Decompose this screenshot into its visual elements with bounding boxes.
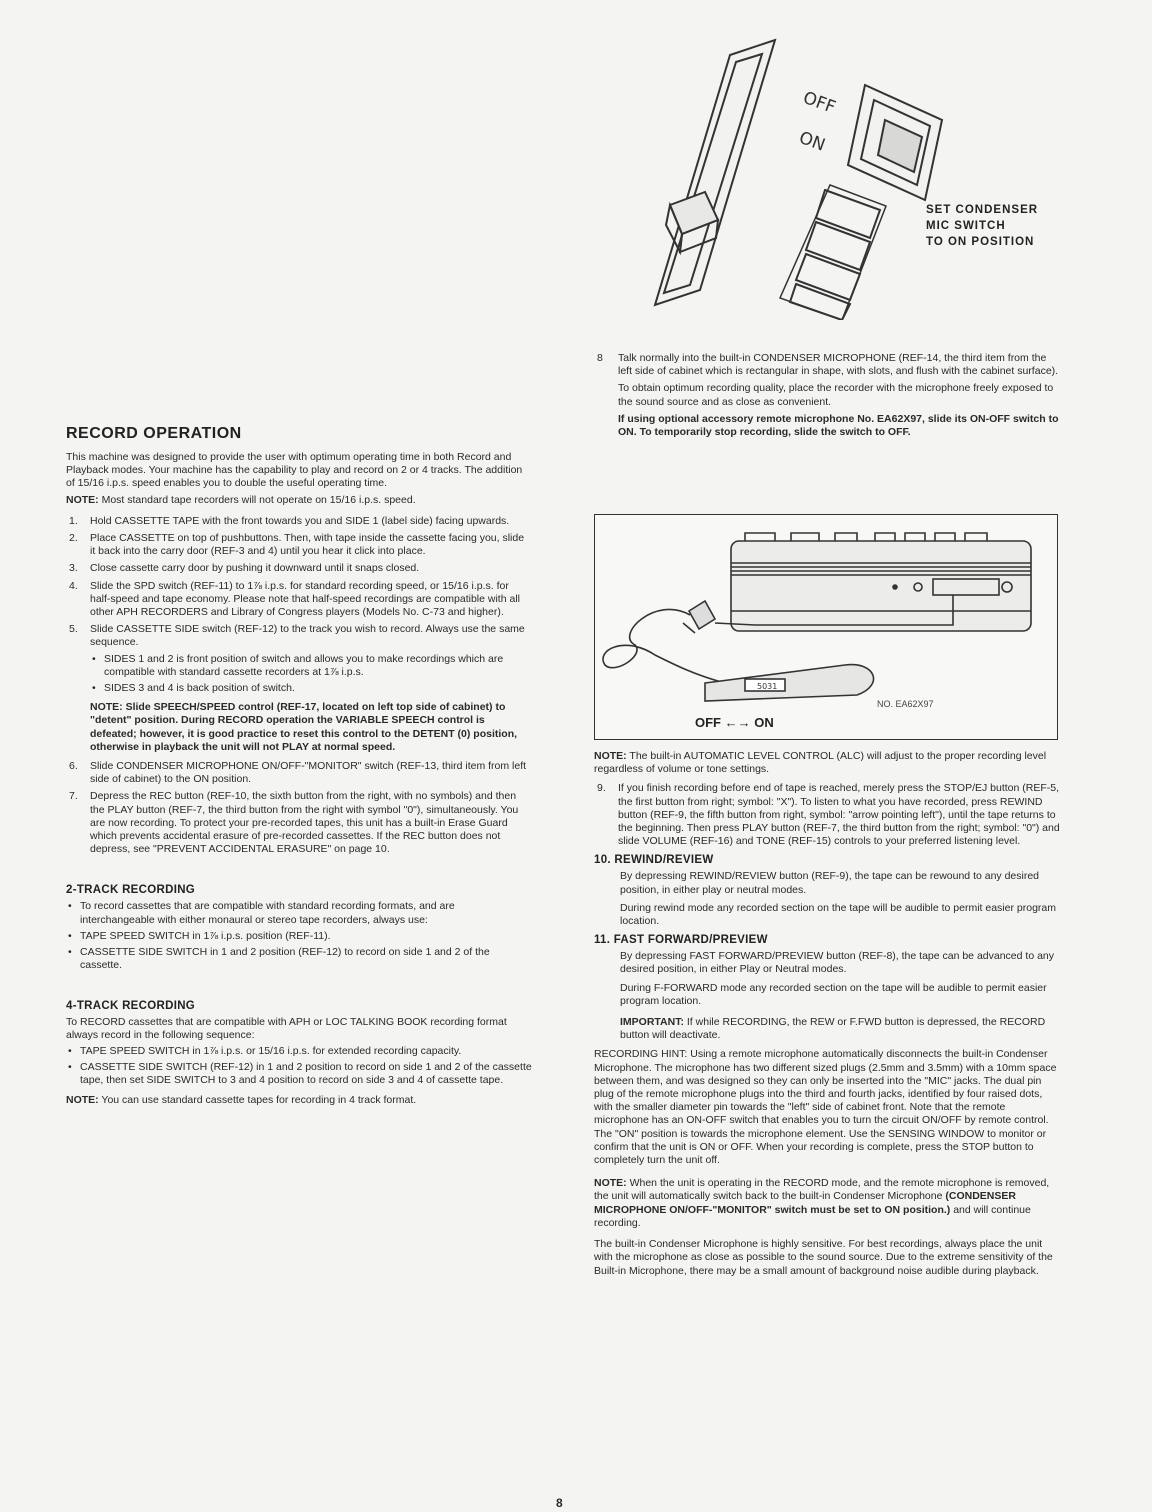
on-label: ON [796,127,828,156]
list-item: • SIDES 3 and 4 is back position of switch. [90,682,532,695]
note-text: Most standard tape recorders will not operate on 15/16 i.p.s. speed. [101,493,416,506]
note-text: The built-in AUTOMATIC LEVEL CONTROL (ALC) will adjust to the proper recording level regardless of volume or tone settings. [594,750,1047,776]
list-item: • TAPE SPEED SWITCH in 1⅞ i.p.s. or 15/16 i.p.s. for extended recording capacity. [66,1045,532,1058]
paragraph: By depressing REWIND/REVIEW button (REF-9), the tape can be rewound to any desired position, in either play or neutral modes. [620,870,1040,896]
step-text: Close cassette carry door by pushing it downward until it snaps closed. [90,562,420,575]
steps-list [594,782,1062,848]
model-label: NO. EA62X97 [877,699,934,709]
note-label: NOTE: [66,493,99,506]
note-label: NOTE: [594,750,627,762]
list-item: • SIDES 1 and 2 is front position of switch and allows you to make recordings which are compatible with standard cassette recorders at 1⅞ i.p.s. [90,653,532,679]
step-item [66,562,532,575]
caption-line: SET CONDENSER [926,204,1039,216]
recording-hint: RECORDING HINT: Using a remote microphone automatically disconnects the built-in Condenser Microphone. The microphone has two different sized plugs (2.5mm and 3.5mm) with a 10mm space between them, and was designed so they can only be inserted into the "MIC" jacks. The dual pin plug of the remote microphone plugs into the third and fourth jacks, identified by four raised dots, with the smaller diameter pin towards the "left" side of cabinet front. Note that the remote microphone has an ON-OFF switch that enables you to turn the circuit ON/OFF by remote control. The "ON" position is towards the microphone element. Use the SENSING WINDOW to monitor or confirm that the unit is ON or OFF. When your recording is complete, press the STOP button to completely turn the unit off. [594,1048,1057,1167]
step-text: To obtain optimum recording quality, place the recorder with the microphone freely exposed to the sound source and as close as convenient. [618,382,1054,408]
list-item: • To record cassettes that are compatible with standard recording formats, and are interchangeable with either monaural or stereo tape recorders, always use: [66,900,532,926]
step-text: Depress the REC button (REF-10, the sixth button from the right, with no symbols) and then the PLAY button (REF-7, the third button from the right with symbol "0"), simultaneously. You are now recording. To protect your pre-recorded tapes, this unit has a built-in Erase Guard which prevents accidental erasure of pre-recorded cassettes. If the REC button does not depress, see "PREVENT ACCIDENTAL ERASURE" on page 10. [90,790,519,856]
step-number: 2. [69,532,78,545]
paragraph: By depressing FAST FORWARD/PREVIEW button (REF-8), the tape can be advanced to any desired position, in either Play or Neutral modes. [620,950,1055,976]
note-bold-text: (CONDENSER MICROPHONE ON/OFF-"MONITOR" switch must be set to ON position.) [594,1190,1016,1216]
note-text: You can use standard cassette tapes for recording in 4 track format. [101,1093,417,1106]
right-column [594,750,1062,1278]
final-paragraph: The built-in Condenser Microphone is highly sensitive. For best recordings, always place the unit with the microphone as close as possible to the sound source. Due to the extreme sensitivity of the Built-in Microphone, there may be a small amount of background noise audible during playback. [594,1238,1053,1277]
step-number: 6. [69,760,78,773]
step-item [66,532,532,558]
section-title: RECORD OPERATION [66,425,242,442]
four-track-intro: To RECORD cassettes that are compatible with APH or LOC TALKING BOOK recording format always record in the following sequence: [66,1015,507,1041]
step-text: If you finish recording before end of tape is reached, merely press the STOP/EJ button (REF-5, the first button from right; symbol: "X"). To listen to what you have recorded, press REWIND button (REF-9, the fifth button from right, symbol: "arrow pointing left"), until the tape returns to the beginning. Then press PLAY button (REF-7, the third button from the right; symbol: "0") and slide VOLUME (REF-16) and TONE (REF-15) controls to your preferred listening level. [618,782,1060,848]
step-number: 4. [69,579,78,592]
speech-control-note: NOTE: Slide SPEECH/SPEED control (REF-17, located on left top side of cabinet) to "detent" position. During RECORD operation the VARIABLE SPEECH control is defeated; however, it is good practice to reset this control to the DETENT (0) position, otherwise in playback the unit will not PLAY at normal speed. [90,701,518,753]
paragraph: During rewind mode any recorded section on the tape will be audible to permit easier program location. [620,901,1056,928]
step-text: Slide the SPD switch (REF-11) to 1⅞ i.p.s. for standard recording speed, or 15/16 i.p.s. for half-speed and tape economy. Please note that half-speed recordings are compatible with all other APH RECORDERS and Library of Congress players (Models No. C-73 and higher). [90,579,520,619]
list-item: • CASSETTE SIDE SWITCH in 1 and 2 position (REF-12) to record on side 1 and 2 of the cassette. [66,946,532,972]
step-item [66,580,532,620]
step-number: 9. [597,782,606,795]
steps-list [66,515,532,857]
note-label: NOTE: [66,1093,99,1106]
remote-mic-instruction: If using optional accessory remote microphone No. EA62X97, slide its ON-OFF switch to ON. To temporarily stop recording, slide the switch to OFF. [618,412,1059,439]
step-number: 3. [69,562,78,575]
step-number: 7. [69,790,78,803]
list-item: • CASSETTE SIDE SWITCH (REF-12) in 1 and 2 position to record on side 1 and 2 of the cassette tape, then set SIDE SWITCH to 3 and 4 position to record on side 3 and 4 of cassette tape. [66,1061,532,1087]
step-text: Place CASSETTE on top of pushbuttons. Then, with tape inside the cassette facing you, slide it back into the carry door (REF-3 and 4) until you hear it click into place. [90,532,525,558]
important-note [620,1016,1062,1042]
left-column [66,425,532,1107]
list-item: • TAPE SPEED SWITCH in 1⅞ i.p.s. position (REF-11). [66,930,532,943]
note-paragraph [594,1177,1062,1230]
page-number: 8 [556,1496,563,1510]
caption-line: MIC SWITCH [926,220,1006,232]
step-item [66,515,532,528]
paragraph: During F-FORWARD mode any recorded section on the tape will be audible to permit easier program location. [620,981,1047,1007]
section-title: 4-TRACK RECORDING [66,999,196,1012]
section-title: 11. FAST FORWARD/PREVIEW [594,934,768,947]
step-item [594,782,1062,848]
sides-list [90,653,532,696]
note-paragraph [66,1094,532,1107]
step-8 [594,352,1062,443]
step-text: Slide CASSETTE SIDE switch (REF-12) to the track you wish to record. Always use the same sequence. [90,623,525,649]
important-text: If while RECORDING, the REW or F.FWD button is depressed, the RECORD button will deactivate. [620,1016,1046,1042]
caption-line: TO ON POSITION [926,236,1035,248]
step-item [66,623,532,754]
note-text: When the unit is operating in the RECORD mode, and the remote microphone is removed, the unit will automatically switch back to the built-in Condenser Microphone [594,1177,1050,1203]
alc-note [594,750,1062,776]
note-paragraph [66,494,532,507]
recorder-illustration [595,515,1057,739]
switch-caption [926,202,1038,250]
switch-direction-label: OFF ←→ ON [695,715,774,730]
switch-illustration [630,30,950,320]
section-title: 10. REWIND/REVIEW [594,854,714,867]
step-item [594,352,1062,439]
step-number: 8 [597,352,603,364]
remote-mic-figure [594,514,1058,740]
off-label: OFF [800,87,839,118]
note-text: and will continue recording. [594,1203,1031,1229]
intro-paragraph: This machine was designed to provide the user with optimum operating time in both Record and Playback modes. Your machine has the capability to play and record on 2 or 4 tracks. The addition of 15/16 i.p.s. speed enables you to double the useful operating time. [66,451,523,490]
step-item [66,790,532,856]
important-label: IMPORTANT: [620,1016,684,1029]
section-title: 2-TRACK RECORDING [66,884,196,897]
step-text: Hold CASSETTE TAPE with the front towards you and SIDE 1 (label side) facing upwards. [90,514,510,527]
step-text: Talk normally into the built-in CONDENSER MICROPHONE (REF-14, the third item from the left side of cabinet which is rectangular in shape, with slots, and flush with the cabinet surface). [618,352,1059,378]
two-track-list [66,900,532,972]
note-label: NOTE: [594,1177,627,1190]
mic-label: 5031 [757,682,778,691]
step-number: 5. [69,623,78,636]
four-track-list [66,1045,532,1088]
step-text: Slide CONDENSER MICROPHONE ON/OFF-"MONITOR" switch (REF-13, third item from left side of cabinet) to the ON position. [90,760,527,786]
step-number: 1. [69,514,78,527]
step-item [66,760,532,786]
